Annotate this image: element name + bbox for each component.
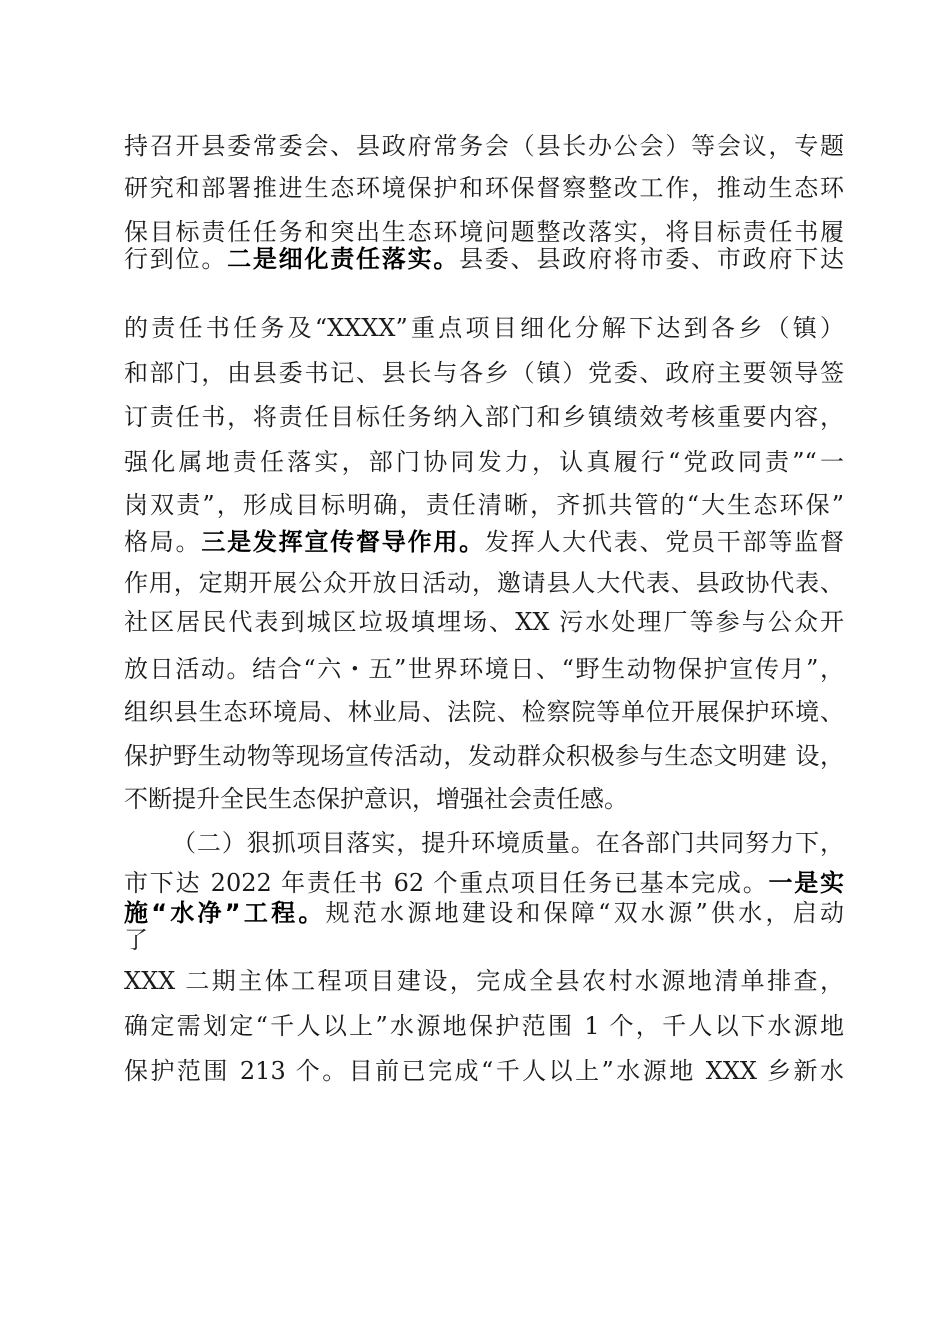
text-run: 确定需划定“千人以上”水源地保护范围 1 个，千人以下水源地	[124, 1012, 844, 1040]
text-line-4	[124, 244, 844, 274]
text-run: 组织县生态环境局、林业局、法院、检察院等单位开展保护环境、	[124, 698, 844, 726]
text-line-12	[124, 607, 844, 637]
text-run: 市下达 2022 年责任书 62 个重点项目任务已基本完成。	[124, 869, 769, 897]
text-line-1	[124, 131, 844, 161]
text-run: 行到位。	[124, 245, 228, 273]
text-run: 规范水源地建设和保障“双水源”供水，启动	[325, 899, 844, 927]
bold-heading-2: 二是细化责任落实。	[227, 245, 460, 273]
text-line-3	[124, 217, 844, 247]
text-line-16	[124, 784, 628, 814]
text-run: 订责任书，将责任目标任务纳入部门和乡镇绩效考核重要内容，	[124, 403, 844, 431]
text-run: 了	[124, 926, 148, 954]
text-run: 县委、县政府将市委、市政府下达	[459, 245, 845, 273]
text-line-18	[124, 868, 844, 898]
text-line-22	[124, 1011, 844, 1041]
text-run: 岗双责”，形成目标明确，责任清晰，齐抓共管的“大生态环保”	[124, 491, 844, 519]
text-line-11	[124, 568, 844, 598]
bold-heading-1a: 一是实	[768, 869, 844, 897]
text-line-9	[124, 490, 844, 520]
text-line-23	[124, 1056, 844, 1086]
text-run: 研究和部署推进生态环境保护和环保督察整改工作，推动生态环	[124, 174, 844, 202]
section-heading-line	[172, 828, 844, 858]
text-line-2	[124, 173, 844, 203]
text-line-21	[124, 966, 844, 996]
text-line-10	[124, 527, 844, 557]
text-line-13	[124, 654, 844, 684]
bold-heading-3: 三是发挥宣传督导作用。	[201, 528, 485, 556]
text-line-15	[124, 741, 844, 771]
bold-heading-1b: 施“水净”工程。	[124, 899, 326, 927]
text-run: 作用，定期开展公众开放日活动，邀请县人大代表、县政协代表、	[124, 569, 844, 597]
text-run: 发挥人大代表、党员干部等监督	[484, 528, 845, 556]
text-line-6	[124, 358, 844, 388]
text-run: 社区居民代表到城区垃圾填埋场、XX 污水处理厂等参与公众开	[124, 608, 844, 636]
text-line-19	[124, 898, 844, 928]
text-line-5	[124, 313, 844, 343]
text-line-7	[124, 402, 844, 432]
text-line-8	[124, 447, 844, 477]
text-run: 强化属地责任落实，部门协同发力，认真履行“党政同责”“一	[124, 448, 844, 476]
text-run: XXX 二期主体工程项目建设，完成全县农村水源地清单排查，	[124, 967, 844, 995]
text-line-20	[124, 925, 148, 955]
text-run: 和部门，由县委书记、县长与各乡（镇）党委、政府主要领导签	[124, 359, 844, 387]
text-run: 保目标责任任务和突出生态环境问题整改落实，将目标责任书履	[124, 218, 844, 246]
text-run: 格局。	[124, 528, 202, 556]
text-run: 保护范围 213 个。目前已完成“千人以上”水源地 XXX 乡新水	[124, 1057, 844, 1085]
text-run: 保护野生动物等现场宣传活动，发动群众积极参与生态文明建 设，	[124, 742, 844, 770]
text-run: （二）狠抓项目落实，提升环境质量。在各部门共同努力下，	[172, 829, 844, 857]
text-run: 的责任书任务及“XXXX”重点项目细化分解下达到各乡（镇）	[124, 314, 844, 342]
text-run: 放日活动。结合“六・五”世界环境日、“野生动物保护宣传月”，	[124, 655, 844, 683]
text-run: 持召开县委常委会、县政府常务会（县长办公会）等会议，专题	[124, 132, 844, 160]
text-run: 不断提升全民生态保护意识，增强社会责任感。	[124, 785, 628, 813]
text-line-14	[124, 697, 844, 727]
